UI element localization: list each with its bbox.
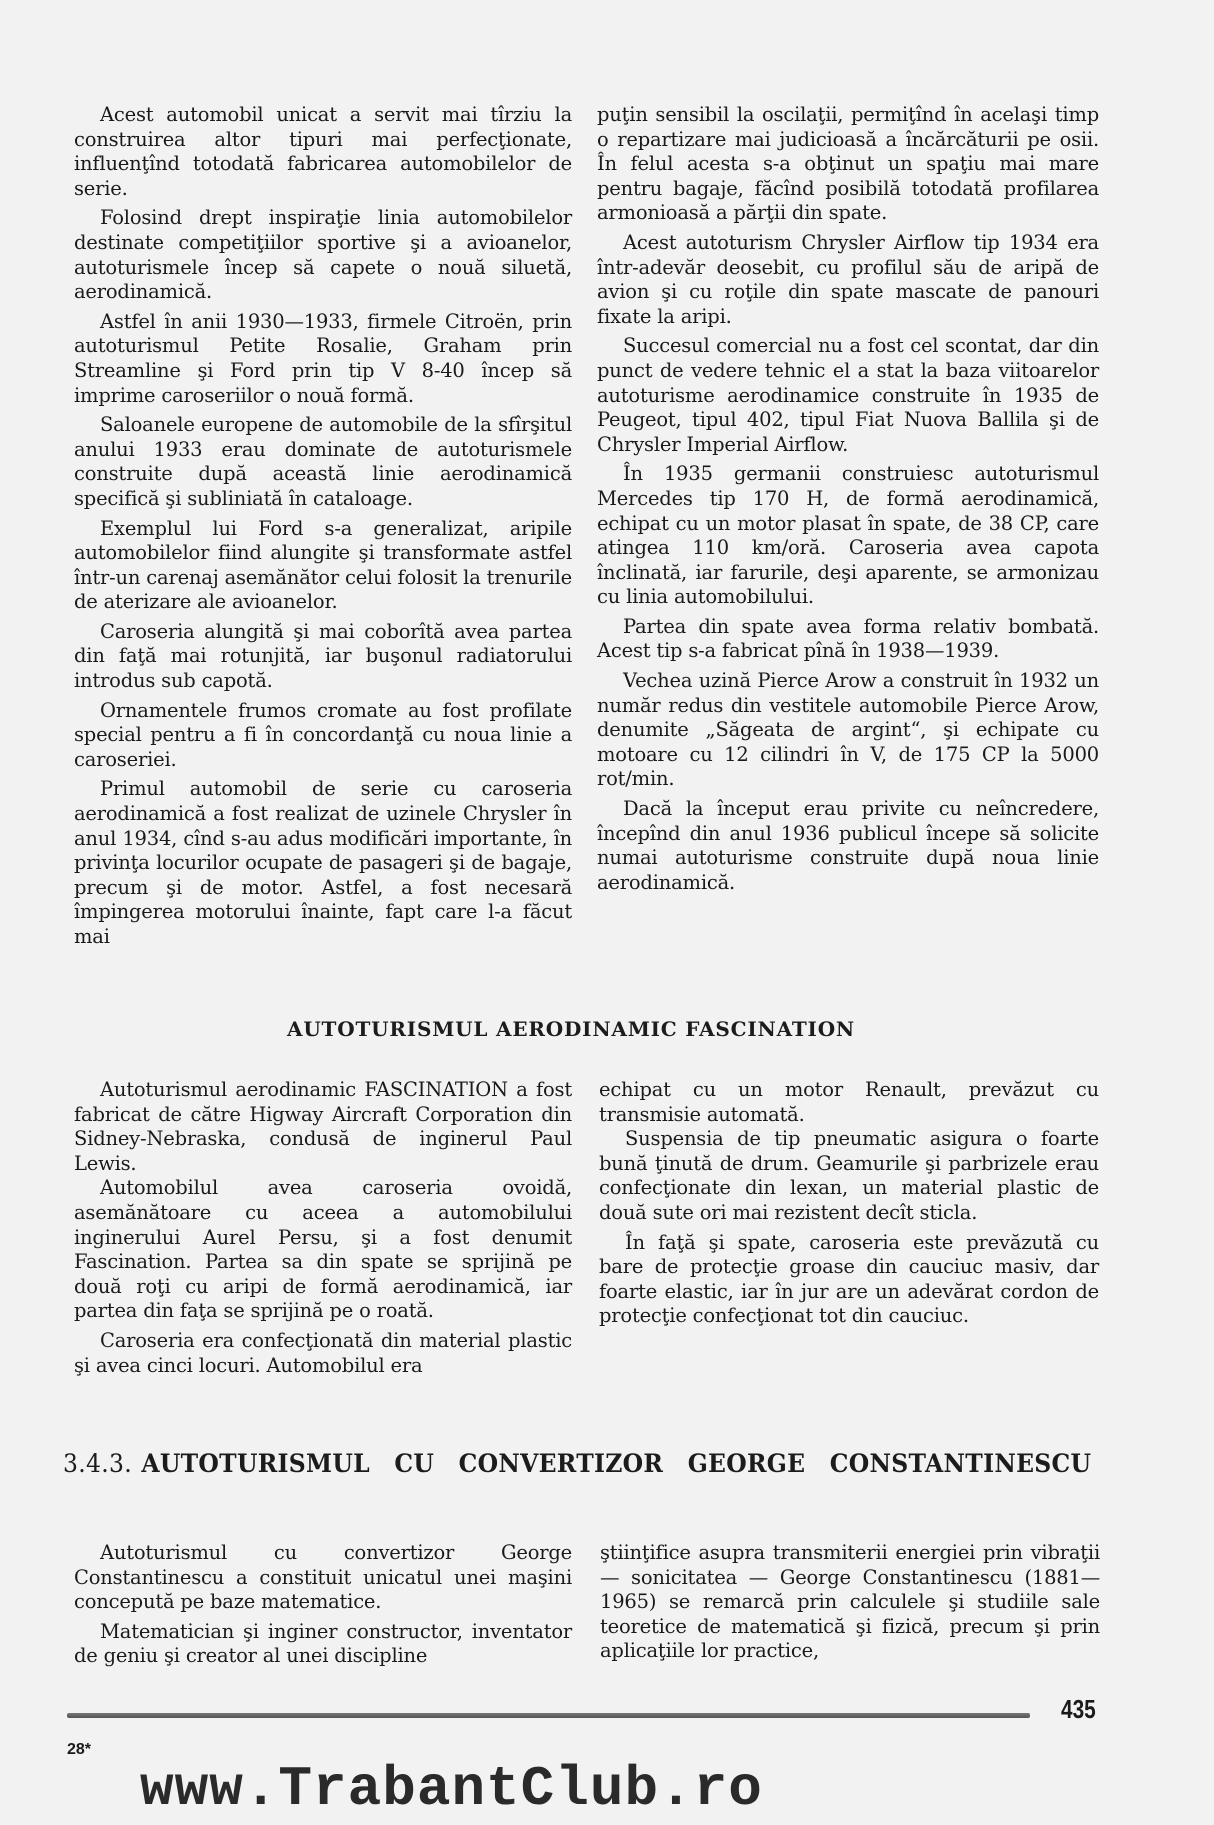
heading-word: CONSTANTINESCU (829, 1449, 1092, 1478)
paragraph: Caroseria era confecţionată din material plastic şi avea cinci locuri. Automobilul era (74, 1328, 572, 1377)
constantinescu-left-column (74, 1541, 572, 1674)
paragraph: Acest automobil unicat a servit mai tîrziu la construirea altor tipuri mai perfecţionate, influenţînd totodată fabricarea automobilelor de serie. (74, 103, 572, 200)
paragraph: Folosind drept inspiraţie linia automobilelor destinate competiţiilor sportive şi a avioanelor, autoturismele încep să capete o nouă siluetă, aerodinamică. (74, 206, 572, 304)
paragraph: Suspensia de tip pneumatic asigura o foarte bună ţinută de drum. Geamurile şi parbrizele erau confecţionate din lexan, un material plastic de două sute ori mai rezistent decît sticla. (599, 1127, 1099, 1224)
paragraph: Matematician şi inginer constructor, inventator de geniu şi creator al unei discipline (74, 1619, 572, 1668)
paragraph: Automobilul avea caroseria ovoidă, asemănătoare cu aceea a automobilului inginerului Aurel Persu, şi a fost denumit Fascination. Partea sa din spate se sprijină pe două roţi cu aripi de formă aerodinamică, iar partea din faţa se sprijină pe o roată. (74, 1176, 572, 1323)
paragraph: Partea din spate avea forma relativ bombată. Acest tip s-a fabricat pînă în 1938—1939. (597, 614, 1099, 663)
section1-left-column (74, 103, 572, 955)
paragraph: Ornamentele frumos cromate au fost profilate special pentru a fi în concordanţă cu noua linie a caroseriei. (74, 698, 572, 771)
paragraph: Exemplul lui Ford s-a generalizat, aripile automobilelor fiind alungite şi transformate astfel într-un carenaj asemănător celui folosit la trenurile de aterizare ale avioanelor. (74, 516, 572, 614)
section-heading-constantinescu (63, 1449, 1091, 1478)
heading-word: GEORGE (687, 1449, 806, 1478)
paragraph: Caroseria alungită şi mai coborîtă avea partea din faţă mai rotunjită, iar buşonul radiatorului introdus sub capotă. (74, 619, 572, 693)
section1-right-column (597, 103, 1099, 900)
watermark-url: www.TrabantClub.ro (140, 1757, 763, 1821)
paragraph: Autoturismul aerodinamic FASCINATION a fost fabricat de către Higway Aircraft Corporation din Sidney-Nebraska, condusă de inginerul Paul Lewis. (74, 1078, 572, 1175)
paragraph: Vechea uzină Pierce Arow a construit în 1932 un număr redus din vestitele automobile Pierce Arow, denumite „Săgeata de argint“, şi echipate cu motoare cu 12 cilindri în V, de 175 CP la 5000 rot/min. (597, 669, 1099, 791)
section-heading-fascination: AUTOTURISMUL AERODINAMIC FASCINATION (287, 1017, 855, 1041)
paragraph: Astfel în anii 1930—1933, firmele Citroën, prin autoturismul Petite Rosalie, Graham prin Streamline şi Ford prin tip V 8-40 încep să imprime caroseriilor o nouă formă. (74, 309, 572, 407)
constantinescu-right-column (600, 1541, 1100, 1669)
page-number: 435 (1061, 1694, 1096, 1724)
paragraph-continuation: ştiinţifice asupra transmiterii energiei prin vibraţii — sonicitatea — George Constantinescu (1881—1965) se remarcă prin calculele şi studiile sale teoretice de matematică şi fizică, precum şi prin aplicaţiile lor practice, (600, 1541, 1100, 1663)
paragraph: Primul automobil de serie cu caroseria aerodinamică a fost realizat de uzinele Chrysler în anul 1934, cînd s-au adus modificări importante, în privinţa locurilor ocupate de pasageri şi de bagaje, precum şi de motor. Astfel, a fost necesară împingerea motorului înainte, fapt care l-a făcut mai (74, 777, 572, 948)
paragraph: Succesul comercial nu a fost cel scontat, dar din punct de vedere tehnic el a stat la baza viitoarelor autoturisme aerodinamice construite în 1935 de Peugeot, tipul 402, tipul Fiat Nuova Ballila şi de Chrysler Imperial Airflow. (597, 334, 1099, 456)
signature-mark: 28* (67, 1741, 92, 1758)
heading-word: CONVERTIZOR (458, 1449, 664, 1478)
paragraph-continuation: puţin sensibil la oscilaţii, permiţînd în acelaşi timp o repartizare mai judicioasă a încărcăturii pe osii. În felul acesta s-a obţinut un spaţiu mai mare pentru bagaje, făcînd posibilă totodată profilarea armonioasă a părţii din spate. (597, 103, 1099, 225)
paragraph: Autoturismul cu convertizor George Constantinescu a constituit unicatul unei maşini concepută pe baze matematice. (74, 1541, 572, 1614)
paragraph: Acest autoturism Chrysler Airflow tip 1934 era într-adevăr deosebit, cu profilul său de aripă de avion şi cu roţile din spate mascate de panouri fixate la aripi. (597, 230, 1099, 328)
fascination-right-column (599, 1078, 1099, 1334)
section-number: 3.4.3. (63, 1449, 132, 1478)
paragraph: În 1935 germanii construiesc autoturismul Mercedes tip 170 H, de formă aerodinamică, echipat cu un motor plasat în spate, de 38 CP, care atingea 110 km/oră. Caroseria avea capota înclinată, iar farurile, deşi aparente, se armonizau cu linia automobilului. (597, 462, 1099, 609)
heading-word: CU (394, 1449, 435, 1478)
heading-word: AUTOTURISMUL (141, 1449, 370, 1478)
fascination-left-column (74, 1078, 572, 1383)
paragraph: Dacă la început erau privite cu neîncredere, începînd din anul 1936 publicul începe să solicite numai autoturisme construite după noua linie aerodinamică. (597, 797, 1099, 894)
paragraph: În faţă şi spate, caroseria este prevăzută cu bare de protecţie groase din cauciuc masiv, dar foarte elastic, iar în jur are un adevărat cordon de protecţie confecţionat tot din cauciuc. (599, 1230, 1099, 1328)
paragraph: Saloanele europene de automobile de la sfîrşitul anului 1933 erau dominate de autoturismele construite după această linie aerodinamică specifică şi subliniată în cataloage. (74, 413, 572, 510)
paragraph-continuation: echipat cu un motor Renault, prevăzut cu transmisie automată. (599, 1078, 1099, 1126)
footer-rule (67, 1713, 1030, 1718)
